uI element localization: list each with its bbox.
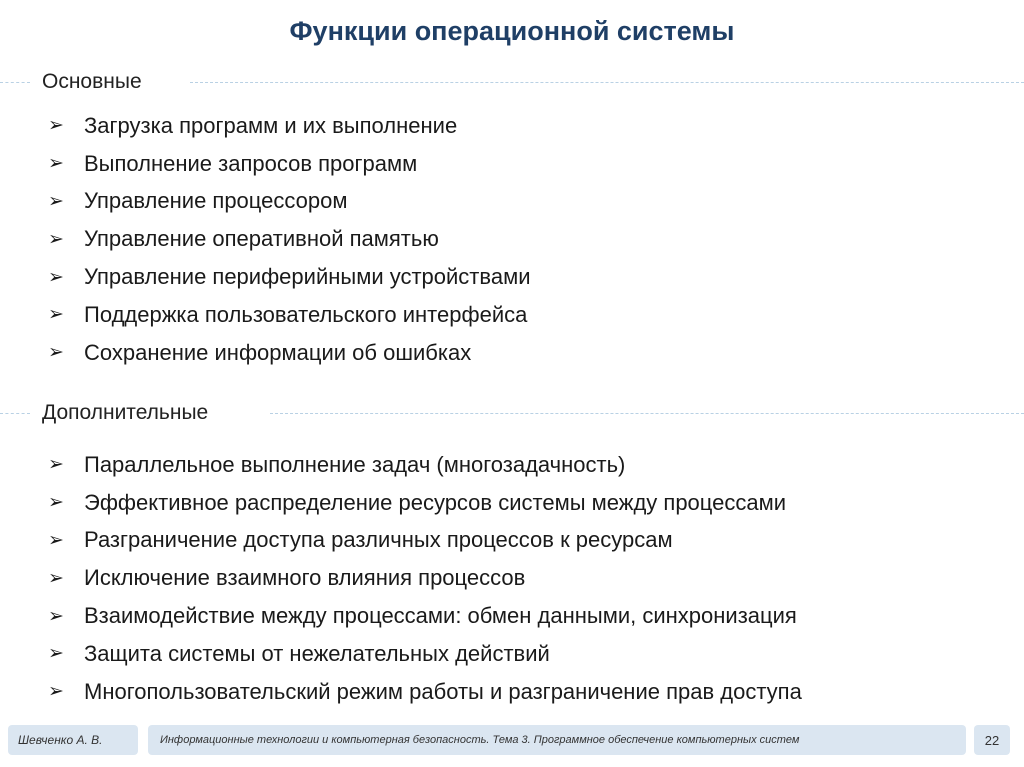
list-item	[48, 107, 530, 145]
list-item	[48, 522, 802, 560]
list-item-text: Взаимодействие между процессами: обмен данными, синхронизация	[84, 603, 797, 629]
list-item	[48, 220, 530, 258]
list-item-text: Сохранение информации об ошибках	[84, 339, 472, 365]
list-item	[48, 258, 530, 296]
list-item-text: Разграничение доступа различных процессов к ресурсам	[84, 527, 673, 553]
list-item	[48, 145, 530, 183]
footer-author: Шевченко А. В.	[8, 725, 138, 755]
list-item-text: Эффективное распределение ресурсов системы между процессами	[84, 489, 787, 515]
footer-course-title: Информационные технологии и компьютерная безопасность. Тема 3. Программное обеспечение компьютерных систем	[148, 725, 966, 755]
list-item-text: Поддержка пользовательского интерфейса	[84, 301, 528, 327]
extra-functions-list	[48, 446, 802, 711]
section-divider-right	[270, 413, 1024, 414]
list-item-text: Исключение взаимного влияния процессов	[84, 565, 526, 591]
list-item	[48, 334, 530, 372]
section-divider-left	[0, 413, 30, 414]
list-item-text: Защита системы от нежелательных действий	[84, 640, 550, 666]
list-item-text: Управление периферийными устройствами	[84, 264, 531, 290]
list-item	[48, 559, 802, 597]
arrow-bullet-icon: ➢	[48, 567, 64, 589]
list-item	[48, 183, 530, 221]
arrow-bullet-icon: ➢	[48, 266, 64, 288]
arrow-bullet-icon: ➢	[48, 190, 64, 212]
arrow-bullet-icon: ➢	[48, 153, 64, 175]
list-item-text: Управление оперативной памятью	[84, 226, 439, 252]
arrow-bullet-icon: ➢	[48, 681, 64, 703]
list-item-text: Параллельное выполнение задач (многозадачность)	[84, 451, 626, 477]
arrow-bullet-icon: ➢	[48, 454, 64, 476]
arrow-bullet-icon: ➢	[48, 529, 64, 551]
slide-footer	[0, 725, 1024, 755]
arrow-bullet-icon: ➢	[48, 304, 64, 326]
slide-title: Функции операционной системы	[289, 16, 735, 46]
list-item	[48, 597, 802, 635]
arrow-bullet-icon: ➢	[48, 115, 64, 137]
list-item	[48, 635, 802, 673]
list-item-text: Управление процессором	[84, 188, 348, 214]
list-item	[48, 673, 802, 711]
list-item	[48, 446, 802, 484]
section-header-main	[0, 67, 1024, 97]
section-header-extra	[0, 398, 1024, 428]
arrow-bullet-icon: ➢	[48, 643, 64, 665]
list-item	[48, 484, 802, 522]
section-divider-right	[190, 82, 1024, 83]
section-divider-left	[0, 82, 30, 83]
section-title-extra: Дополнительные	[42, 398, 208, 428]
arrow-bullet-icon: ➢	[48, 228, 64, 250]
list-item-text: Загрузка программ и их выполнение	[84, 112, 458, 138]
section-title-main: Основные	[42, 67, 142, 97]
arrow-bullet-icon: ➢	[48, 342, 64, 364]
arrow-bullet-icon: ➢	[48, 605, 64, 627]
page-number: 22	[974, 725, 1010, 755]
list-item	[48, 296, 530, 334]
arrow-bullet-icon: ➢	[48, 492, 64, 514]
list-item-text: Выполнение запросов программ	[84, 150, 418, 176]
list-item-text: Многопользовательский режим работы и разграничение прав доступа	[84, 678, 802, 704]
main-functions-list	[48, 107, 530, 372]
